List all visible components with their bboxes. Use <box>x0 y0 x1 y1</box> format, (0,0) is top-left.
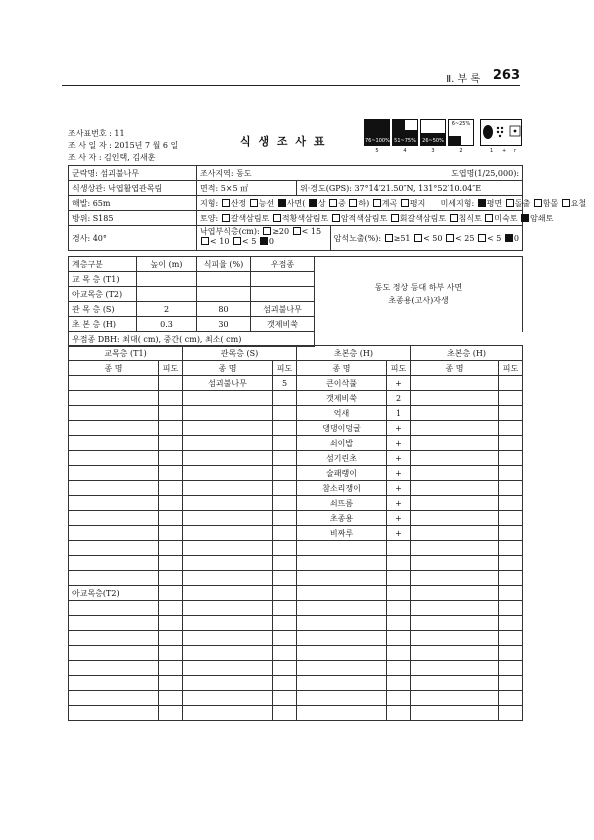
col-cover-header: 피도 <box>499 361 523 376</box>
herb-species-name: 큰이삭풀 <box>297 376 387 391</box>
height-header: 높이 (m) <box>137 257 197 272</box>
terrain-cell: 지형: 산정 능선 사면( 상 중 하) 계곡 평지 미세지형: 평면 돌출 함몰 요철 <box>197 196 523 211</box>
cover-num-4: 4 <box>403 148 407 154</box>
herb-species-name: 댕댕이덩굴 <box>297 421 387 436</box>
remarks-cell: 동도 정상 등대 하부 사면 초종용(고사)자생 <box>315 257 523 332</box>
survey-meta <box>68 128 178 164</box>
herb-species-name: 술패랭이 <box>297 466 387 481</box>
species-row <box>69 661 523 676</box>
layer-row: 아교목층 (T2) <box>69 287 523 302</box>
herb-species-cover: + <box>387 511 411 526</box>
aspect-cell: 방위: S185 <box>69 211 197 226</box>
col-name-header: 종 명 <box>297 361 387 376</box>
herb-species-name: 억새 <box>297 406 387 421</box>
cover-header: 식피율 (%) <box>197 257 251 272</box>
species-table <box>68 345 523 721</box>
litter-cell: 낙엽부식층(cm): ≥20 < 15 < 10 < 5 0 <box>197 226 331 250</box>
layer-row: 교 목 층 (T1) <box>69 272 523 287</box>
herb-species-name: 섬기린초 <box>297 451 387 466</box>
cover-num-3: 3 <box>431 148 435 154</box>
group-header-h2: 초본층 (H) <box>411 346 523 361</box>
species-row <box>69 706 523 721</box>
species-row <box>69 466 523 481</box>
form-title: 식 생 조 사 표 <box>240 135 327 148</box>
community-cell: 군락명: 섬괴불나무 <box>69 166 197 181</box>
species-row <box>69 556 523 571</box>
herb-species-cover: + <box>387 376 411 391</box>
page-number: 263 <box>492 68 520 83</box>
species-row <box>69 436 523 451</box>
species-row <box>69 676 523 691</box>
herb-species-cover: + <box>387 496 411 511</box>
gps-cell: 위·경도(GPS): 37°14′21.50″N, 131°52′10.04″E <box>297 181 523 196</box>
layer-row: 초 본 층 (H) 0.3 30 갯제비쑥 <box>69 317 523 332</box>
species-row <box>69 601 523 616</box>
herb-species-cover: + <box>387 436 411 451</box>
dbh-cell: 우점종 DBH: 최대( cm), 중간( cm), 최소( cm) <box>69 332 315 347</box>
species-row <box>69 541 523 556</box>
altitude-cell: 해발: 65m <box>69 196 197 211</box>
surveyors: 조 사 자 : 김인택, 김새훈 <box>68 153 156 162</box>
herb-species-name: 초종용 <box>297 511 387 526</box>
site-info-table <box>68 165 587 251</box>
herb-species-cover: + <box>387 451 411 466</box>
group-header-h1: 초본층 (H) <box>297 346 411 361</box>
col-name-header: 종 명 <box>411 361 499 376</box>
herb-species-name: 비짜루 <box>297 526 387 541</box>
herb-species-cover: + <box>387 481 411 496</box>
herb-species-name: 참소리쟁이 <box>297 481 387 496</box>
species-row <box>69 511 523 526</box>
herb-species-cover: + <box>387 526 411 541</box>
herb-species-name: 갯제비쑥 <box>297 391 387 406</box>
herb-species-cover: + <box>387 421 411 436</box>
herb-species-name: 쇠뜨름 <box>297 496 387 511</box>
herb-species-cover: 2 <box>387 391 411 406</box>
map-cell: 도엽명(1/25,000): <box>451 168 520 178</box>
cover-symbol-1: 1 <box>490 148 494 154</box>
species-row <box>69 526 523 541</box>
physiognomy-cell: 식생상관: 낙엽활엽관목림 <box>69 181 197 196</box>
layer-header: 계층구분 <box>69 257 137 272</box>
section-title: Ⅱ. 부 록 <box>446 74 480 85</box>
col-cover-header: 피도 <box>159 361 183 376</box>
cover-symbols-box <box>480 119 522 146</box>
species-row <box>69 616 523 631</box>
species-row <box>69 496 523 511</box>
group-header-t1: 교목층 (T1) <box>69 346 183 361</box>
col-name-header: 종 명 <box>183 361 273 376</box>
group-header-s: 관목층 (S) <box>183 346 297 361</box>
survey-number: 조사표번호 : 11 <box>68 129 125 138</box>
cover-box-4: 51~75% <box>392 119 418 146</box>
species-row <box>69 421 523 436</box>
cover-box-2: 6~25% <box>448 119 474 146</box>
cover-symbol-glyphs <box>482 123 522 141</box>
species-row <box>69 376 523 391</box>
header-rule <box>62 85 520 86</box>
col-name-header: 종 명 <box>69 361 159 376</box>
species-row <box>69 646 523 661</box>
cover-symbol-r: r <box>514 148 517 154</box>
soil-cell: 토양: 갈색삼림토 적황색삼림토 암적색삼림토 회갈색삼림토 침식토 미숙토 암쇄토 <box>197 211 523 226</box>
species-row <box>69 631 523 646</box>
cover-symbol-plus: + <box>502 148 507 154</box>
species-row <box>69 586 523 601</box>
species-row <box>69 481 523 496</box>
species-row <box>69 451 523 466</box>
herb-species-cover: 1 <box>387 406 411 421</box>
species-row <box>69 391 523 406</box>
shrub-species-name: 섬괴불나무 <box>183 376 273 391</box>
col-cover-header: 피도 <box>273 361 297 376</box>
survey-date: 조 사 일 자 : 2015년 7 월 6 일 <box>68 141 179 150</box>
herb-species-cover: + <box>387 466 411 481</box>
species-row <box>69 691 523 706</box>
species-row <box>69 406 523 421</box>
cover-num-5: 5 <box>375 148 379 154</box>
col-cover-header: 피도 <box>387 361 411 376</box>
area-cell: 면적: 5×5 ㎡ <box>197 181 297 196</box>
shrub-species-cover: 5 <box>273 376 297 391</box>
cover-box-5: 76~100% <box>364 119 390 146</box>
rock-cell: 암석노출(%): ≥51 < 50 < 25 < 5 0 <box>333 233 520 243</box>
cover-box-3: 26~50% <box>420 119 446 146</box>
slope-cell: 경사: 40° <box>69 226 197 251</box>
cover-num-2: 2 <box>459 148 463 154</box>
site-map-cell <box>197 166 523 181</box>
herb-species-name: 쇠이밥 <box>297 436 387 451</box>
layer-row: 관 목 층 (S) 2 80 섬괴불나무 <box>69 302 523 317</box>
page-header <box>62 70 520 84</box>
dominant-header: 우점종 <box>251 257 315 272</box>
species-row <box>69 571 523 586</box>
site-cell: 조사지역: 동도 <box>200 168 252 178</box>
layer-table <box>68 256 523 347</box>
t2-label: 아교목층(T2) <box>69 586 159 601</box>
litter-rock-cell <box>197 226 523 251</box>
